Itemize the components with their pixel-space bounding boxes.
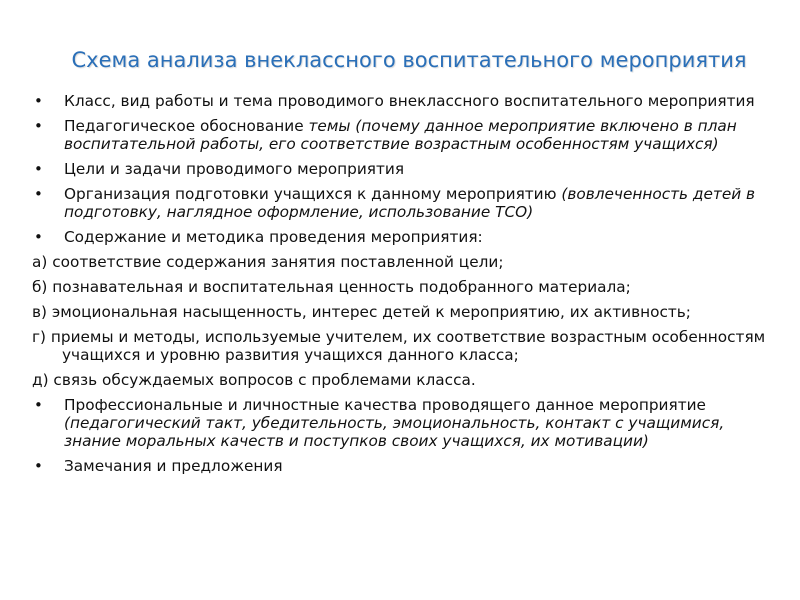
list-item	[32, 185, 772, 221]
item-text: б) познавательная и воспитательная ценность подобранного материала;	[32, 278, 631, 296]
item-text: в) эмоциональная насыщенность, интерес детей к мероприятию, их активность;	[32, 303, 691, 321]
sub-item	[32, 371, 772, 389]
content-list	[32, 92, 772, 482]
item-text: Содержание и методика проведения мероприятия:	[64, 228, 483, 246]
item-text: Профессиональные и личностные качества проводящего данное мероприятие	[64, 396, 706, 414]
list-item	[32, 160, 772, 178]
item-note: (вовлеченность детей в подготовку, наглядное оформление, использование ТСО)	[64, 185, 756, 221]
item-text: г) приемы и методы, используемые учителем, их соответствие возрастным особенностям учащихся и уровню развития учащихся данного класса;	[32, 328, 766, 364]
item-text: Замечания и предложения	[64, 457, 283, 475]
list-item	[32, 228, 772, 246]
list-item	[32, 117, 772, 153]
sub-item	[32, 253, 772, 271]
list-item	[32, 396, 772, 450]
item-text: Цели и задачи проводимого мероприятия	[64, 160, 405, 178]
item-text: д) связь обсуждаемых вопросов с проблемами класса.	[32, 371, 476, 389]
item-text: а) соответствие содержания занятия поставленной цели;	[32, 253, 504, 271]
item-note: (педагогический такт, убедительность, эмоциональность, контакт с учащимися, знание моральных качеств и поступков своих учащихся, их мотивации)	[64, 414, 725, 450]
slide-title: Схема анализа внеклассного воспитательного мероприятия	[71, 48, 747, 72]
sub-item	[32, 303, 772, 321]
sub-item	[32, 328, 772, 364]
item-note: темы (почему данное мероприятие включено в план воспитательной работы, его соответствие возрастным особенностям учащихся)	[64, 117, 737, 153]
list-item	[32, 92, 772, 110]
item-text: Класс, вид работы и тема проводимого внеклассного воспитательного мероприятия	[64, 92, 755, 110]
item-text: Педагогическое обоснование	[64, 117, 309, 135]
list-item	[32, 457, 772, 475]
item-text: Организация подготовки учащихся к данному мероприятию	[64, 185, 562, 203]
sub-item	[32, 278, 772, 296]
